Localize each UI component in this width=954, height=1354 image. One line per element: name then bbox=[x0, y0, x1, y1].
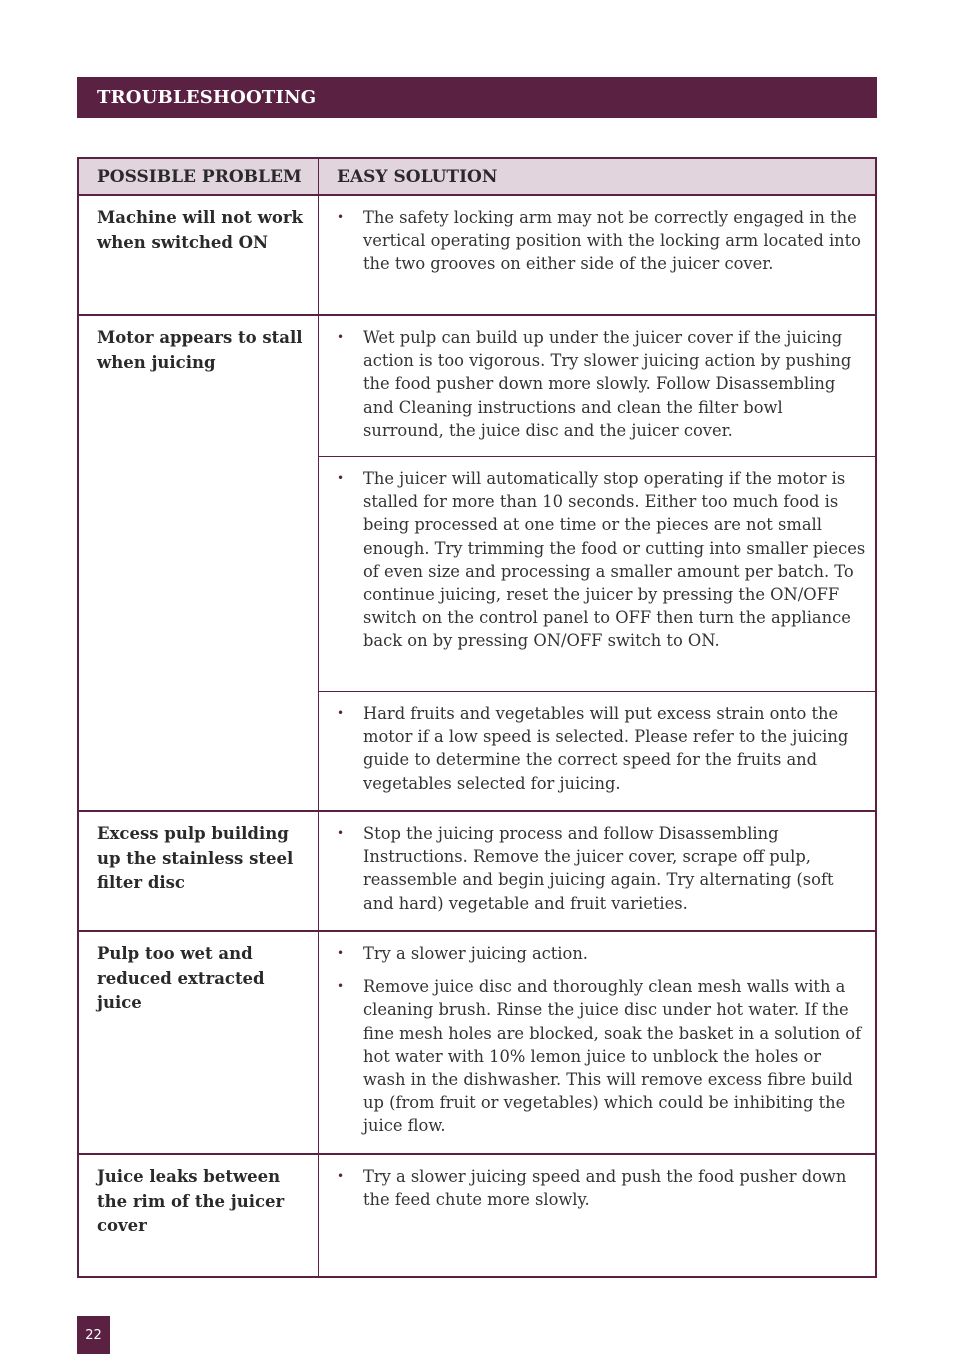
solution-text: Try a slower juicing speed and push the food pusher down the feed chute more slowly. bbox=[363, 1167, 847, 1210]
solution-text: Wet pulp can build up under the juicer cover if the juicing action is too vigorous. Try slower juicing action by pushing the food pusher down more slowly. Follow Disassembling and Cleaning instructions and clean the filter bowl surround, the juice disc and the juicer cover. bbox=[363, 328, 852, 440]
table-row bbox=[79, 196, 875, 316]
solution-item bbox=[337, 822, 867, 915]
solution-text: Remove juice disc and thoroughly clean mesh walls with a cleaning brush. Rinse the juice disc under hot water. If the fine mesh holes are blocked, soak the basket in a solution of hot water with 10% lemon juice to unblock the holes or wash in the dishwasher. This will remove excess fibre build up (from fruit or vegetables) which could be inhibiting the juice flow. bbox=[363, 977, 862, 1136]
solution-item bbox=[337, 975, 867, 1137]
solution-block bbox=[319, 456, 875, 691]
bullet-icon: • bbox=[337, 706, 345, 720]
solution-block bbox=[319, 812, 875, 930]
solution-text: The safety locking arm may not be correctly engaged in the vertical operating position with the locking arm located into the two grooves on either side of the juicer cover. bbox=[363, 208, 861, 274]
column-header-solution: EASY SOLUTION bbox=[337, 166, 498, 187]
solution-item bbox=[337, 702, 867, 795]
solution-block bbox=[319, 316, 875, 456]
solution-block bbox=[319, 196, 875, 314]
solution-block bbox=[319, 932, 875, 1153]
table-header-row bbox=[79, 159, 875, 196]
problem-cell: Pulp too wet and reduced extracted juice bbox=[79, 932, 319, 1153]
solution-block bbox=[319, 691, 875, 810]
solution-block bbox=[319, 1155, 875, 1276]
solution-item bbox=[337, 1165, 867, 1211]
problem-cell: Juice leaks between the rim of the juicer cover bbox=[79, 1155, 319, 1276]
troubleshooting-table bbox=[77, 157, 877, 1278]
solution-item bbox=[337, 467, 867, 653]
table-row bbox=[79, 932, 875, 1155]
table-row bbox=[79, 812, 875, 932]
solution-text: Hard fruits and vegetables will put excess strain onto the motor if a low speed is selected. Please refer to the juicing guide to determine the correct speed for the fruits and vegetables selected for juicing. bbox=[363, 704, 849, 793]
bullet-icon: • bbox=[337, 826, 345, 840]
problem-cell: Excess pulp building up the stainless steel filter disc bbox=[79, 812, 319, 930]
section-title: TROUBLESHOOTING bbox=[97, 87, 317, 108]
table-row bbox=[79, 1155, 875, 1276]
solution-text: Try a slower juicing action. bbox=[363, 944, 588, 963]
solution-item bbox=[337, 206, 867, 276]
problem-cell: Machine will not work when switched ON bbox=[79, 196, 319, 314]
bullet-icon: • bbox=[337, 471, 345, 485]
solution-item bbox=[337, 326, 867, 442]
solution-cell bbox=[319, 932, 875, 1153]
solution-item bbox=[337, 942, 867, 965]
bullet-icon: • bbox=[337, 330, 345, 344]
bullet-icon: • bbox=[337, 210, 345, 224]
solution-cell bbox=[319, 316, 875, 810]
bullet-icon: • bbox=[337, 979, 345, 994]
solution-cell bbox=[319, 1155, 875, 1276]
solution-text: The juicer will automatically stop operating if the motor is stalled for more than 10 seconds. Either too much food is being processed at one time or the pieces are not small enough. Try trimming the food or cutting into smaller pieces of even size and processing a smaller amount per batch. To continue juicing, reset the juicer by pressing the ON/OFF switch on the control panel to OFF then turn the appliance back on by pressing ON/OFF switch to ON. bbox=[363, 469, 866, 651]
solution-cell bbox=[319, 812, 875, 930]
bullet-icon: • bbox=[337, 1169, 345, 1183]
section-header-bar bbox=[77, 77, 877, 118]
problem-cell: Motor appears to stall when juicing bbox=[79, 316, 319, 810]
table-row bbox=[79, 316, 875, 812]
solution-text: Stop the juicing process and follow Disassembling Instructions. Remove the juicer cover, scrape off pulp, reassemble and begin juicing again. Try alternating (soft and hard) vegetable and fruit varieties. bbox=[363, 824, 834, 913]
column-header-problem: POSSIBLE PROBLEM bbox=[79, 159, 319, 194]
bullet-icon: • bbox=[337, 946, 345, 960]
page-number: 22 bbox=[77, 1316, 110, 1354]
solution-cell bbox=[319, 196, 875, 314]
